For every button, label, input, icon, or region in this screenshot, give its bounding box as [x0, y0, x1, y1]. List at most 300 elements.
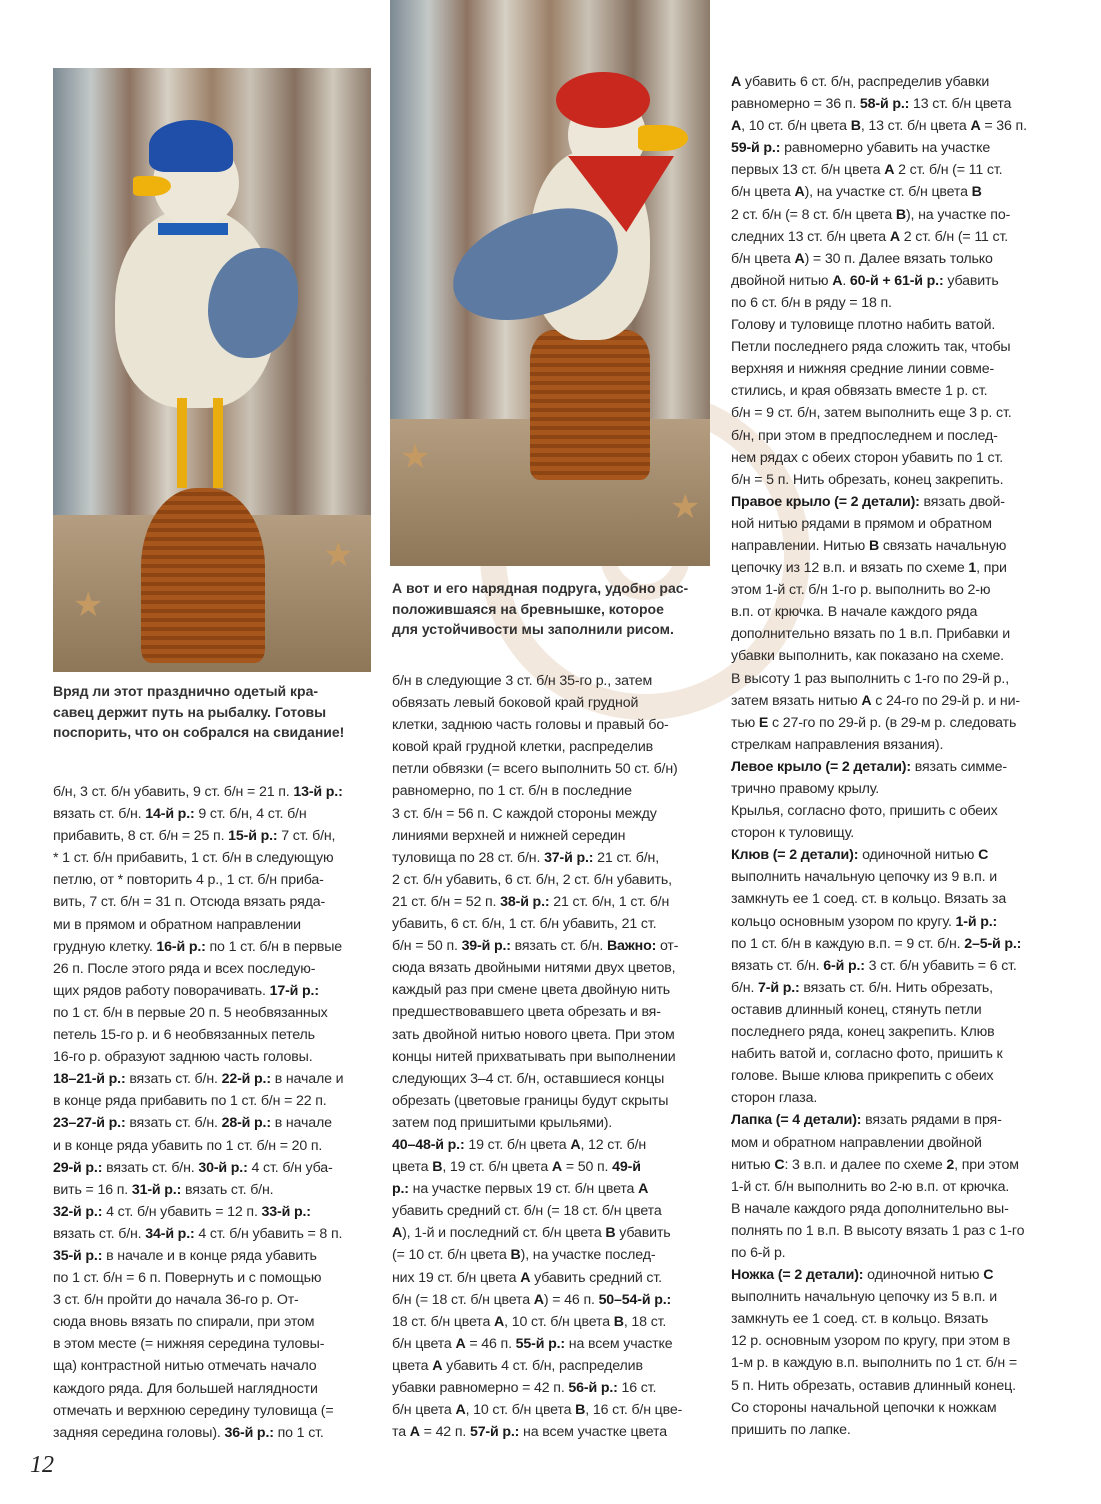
text-line	[731, 822, 1027, 844]
text-column-1	[53, 781, 343, 1444]
text-run: на участке первых 19 ст. б/н цвета	[408, 1181, 639, 1198]
text-run: туловища по 28 ст. б/н.	[392, 849, 545, 866]
text-line	[731, 1021, 1027, 1043]
text-run: убавки выполнить, как показано на схеме.	[731, 648, 1004, 665]
bold-run: C	[978, 847, 989, 864]
text-run: вязать ст. б/н.	[53, 806, 146, 823]
text-line	[731, 71, 1027, 93]
caption-left: Вряд ли этот празднично одетый кра- савец держит путь на рыбалку. Готовы поспорить, что он собрался на свидание!	[53, 683, 345, 740]
bold-run: C	[983, 1267, 994, 1284]
text-run: одиночной нитью	[858, 847, 979, 864]
bold-run: B	[850, 118, 861, 135]
text-run: замкнуть ее 1 соед. ст. в кольцо. Вязать	[731, 1311, 989, 1328]
text-run: в начале и в конце ряда убавить	[102, 1247, 317, 1264]
text-line	[731, 1043, 1027, 1065]
text-run: 2 ст. б/н (= 8 ст. б/н цвета	[731, 206, 896, 223]
text-run: в этом месте (= нижняя середина туловы-	[53, 1336, 325, 1353]
bold-run: 2	[946, 1156, 955, 1173]
bold-run: Клюв (= 2 детали):	[731, 847, 859, 864]
text-line	[731, 270, 1027, 292]
bold-run: A	[794, 250, 805, 267]
text-line	[53, 781, 343, 803]
text-run: на всем участке	[564, 1335, 673, 1352]
text-run: по 6-й р.	[731, 1244, 786, 1261]
text-line	[731, 1065, 1027, 1087]
bold-run: 28-й р.:	[221, 1115, 271, 1132]
text-run: В высоту 1 раз выполнить с 1-го по 29-й р.,	[731, 670, 1009, 687]
text-run: стрелкам направления вязания).	[731, 736, 944, 753]
text-run: убавить	[615, 1225, 671, 1242]
text-run: б/н цвета	[392, 1335, 456, 1352]
text-run: первых 13 ст. б/н цвета	[731, 162, 885, 179]
text-line	[53, 1311, 343, 1333]
text-line	[392, 935, 682, 957]
text-line	[53, 825, 343, 847]
bold-run: 56-й р.:	[568, 1380, 618, 1396]
text-line	[731, 756, 1027, 778]
text-run: оставив длинный конец, стянуть петли	[731, 1001, 982, 1018]
text-run: 3 ст. б/н = 56 п. С каждой стороны между	[392, 805, 657, 822]
text-run: цвета	[392, 1357, 433, 1374]
text-run: концы нитей прихватывать при выполнении	[392, 1048, 676, 1065]
text-line	[53, 1179, 343, 1201]
caption-middle: А вот и его нарядная подруга, удобно рас- положившаяся на бревнышке, которое для устойчивости мы заполнили рисом.	[392, 580, 689, 637]
text-run: В начале каждого ряда дополнительно вы-	[731, 1200, 1009, 1217]
text-run: цвета	[392, 1159, 433, 1176]
bold-run: B	[510, 1247, 521, 1264]
text-run: , 13 ст. б/н цвета	[860, 118, 971, 135]
text-run: обвязать левый боковой край грудной	[392, 695, 639, 712]
text-run: 3 ст. б/н пройти до начала 36-го р. От-	[53, 1292, 299, 1309]
text-line	[53, 1046, 343, 1068]
bold-run: B	[605, 1225, 616, 1242]
bold-run: A	[551, 1159, 563, 1176]
text-line	[731, 1220, 1027, 1242]
text-run: сторон к туловищу.	[731, 825, 855, 842]
text-run: в начале и	[270, 1071, 344, 1088]
text-run: петель 15-го р. и 6 необвязанных петель	[53, 1027, 315, 1044]
text-run: 4 ст. б/н убавить = 12 п.	[102, 1203, 262, 1220]
text-run: голове. Выше клюва прикрепить с обеих	[731, 1068, 994, 1085]
text-run: Петли последнего ряда сложить так, чтобы	[731, 339, 1011, 356]
text-run: б/н = 5 п. Нить обрезать, конец закрепить.	[731, 471, 1004, 488]
text-run: пришить по лапке.	[731, 1421, 851, 1438]
text-run: цепочку из 12 в.п. и вязать по схеме	[731, 560, 969, 577]
bold-run: 17-й р.:	[269, 982, 319, 999]
text-line	[731, 690, 1027, 712]
bold-run: 40–48-й р.:	[392, 1136, 465, 1153]
text-run: ной нитью рядами в прямом и обратном	[731, 515, 992, 532]
text-line	[731, 1242, 1027, 1264]
text-run: на всем участке цвета	[519, 1424, 667, 1441]
text-run: , 18 ст.	[623, 1313, 667, 1330]
text-run: равномерно = 36 п.	[731, 96, 860, 113]
text-line	[731, 1132, 1027, 1154]
bold-run: B	[895, 206, 906, 223]
text-line	[731, 358, 1027, 380]
bold-run: E	[758, 714, 769, 731]
text-line	[731, 93, 1027, 115]
text-line	[731, 601, 1027, 623]
text-run: , при этом	[954, 1156, 1019, 1173]
text-run: тью	[731, 714, 759, 731]
bold-run: A	[533, 1291, 544, 1308]
bold-run: A	[889, 228, 900, 245]
text-line	[392, 1001, 682, 1023]
text-run: ), на участке послед-	[520, 1247, 656, 1264]
text-line	[53, 1289, 343, 1311]
text-run: 16 ст.	[617, 1380, 657, 1396]
text-line	[392, 1355, 682, 1377]
text-run: грудную клетку.	[53, 938, 157, 955]
text-run: б/н цвета	[392, 1402, 456, 1419]
bold-run: 14-й р.:	[145, 806, 195, 823]
text-run: сюда вновь вязать по спирали, при этом	[53, 1314, 315, 1331]
text-run: , 10 ст. б/н цвета	[741, 118, 851, 135]
text-run: ми в прямом и обратном направлении	[53, 916, 301, 933]
text-line	[731, 911, 1027, 933]
text-line	[731, 159, 1027, 181]
text-line	[731, 844, 1027, 866]
text-line	[731, 1264, 1027, 1286]
text-run: 19 ст. б/н цвета	[464, 1136, 571, 1153]
text-run: б/н (= 18 ст. б/н цвета	[392, 1291, 534, 1308]
bold-run: A	[409, 1424, 420, 1441]
text-line	[392, 670, 682, 692]
bold-run: 60-й + 61-й р.:	[849, 272, 944, 289]
text-run: замкнуть ее 1 соед. ст. в кольцо. Вязать за	[731, 891, 1007, 908]
text-line	[731, 115, 1027, 137]
text-line	[392, 1311, 682, 1333]
text-line	[731, 1397, 1027, 1419]
text-line	[731, 955, 1027, 977]
bold-run: 1-й р.:	[955, 913, 998, 930]
text-run: равномерно, по 1 ст. б/н в последние	[392, 783, 632, 800]
text-line	[731, 1308, 1027, 1330]
text-line	[731, 579, 1027, 601]
text-run: кольцо основным узором по кругу.	[731, 913, 956, 930]
text-run: , 10 ст. б/н цвета	[504, 1313, 614, 1330]
text-line	[392, 1289, 682, 1311]
text-run: 2 ст. б/н (= 11 ст.	[899, 228, 1009, 245]
text-run: равномерно убавить на участке	[780, 140, 991, 157]
bold-run: A	[861, 692, 872, 709]
text-run: б/н.	[731, 979, 759, 996]
text-run: = 50 п.	[562, 1159, 613, 1176]
bold-run: 13-й р.:	[293, 784, 343, 800]
text-run: стились, и края обвязать вместе 1 р. ст.	[731, 383, 988, 400]
page-number: 12	[30, 1452, 54, 1478]
text-run: следующих 3–4 ст. б/н, оставшиеся концы	[392, 1070, 665, 1087]
bold-run: Лапка (= 4 детали):	[731, 1112, 862, 1129]
text-run: ) = 30 п. Далее вязать только	[804, 250, 993, 267]
text-run: , 12 ст. б/н	[580, 1136, 647, 1153]
text-line	[731, 645, 1027, 667]
bold-run: р.:	[392, 1181, 409, 1198]
text-run: щих рядов работу поворачивать.	[53, 982, 270, 999]
bold-run: A	[794, 184, 805, 201]
text-line	[392, 803, 682, 825]
bold-run: 30-й р.:	[198, 1159, 248, 1176]
text-run: 4 ст. б/н уба-	[247, 1159, 333, 1176]
text-run: , 10 ст. б/н цвета	[465, 1402, 576, 1419]
bold-run: A	[455, 1402, 466, 1419]
text-run: (= 10 ст. б/н цвета	[392, 1247, 511, 1264]
text-run: убавить, 6 ст. б/н, 1 ст. б/н убавить, 21 ст.	[392, 916, 657, 933]
text-run: = 36 п.	[980, 118, 1027, 135]
text-line	[392, 1024, 682, 1046]
text-run: б/н цвета	[731, 184, 795, 201]
text-line	[392, 891, 682, 913]
text-run: : 3 в.п. и далее по схеме	[784, 1156, 947, 1173]
bold-run: 34-й р.:	[145, 1225, 195, 1242]
photo-seagull-blue-hat: ★ ★	[53, 68, 371, 672]
text-line	[731, 535, 1027, 557]
text-run: , 19 ст. б/н цвета	[442, 1159, 552, 1176]
text-line	[731, 314, 1027, 336]
text-line	[731, 1087, 1027, 1109]
text-run: зать двойной нитью нового цвета. При этом	[392, 1026, 675, 1043]
text-line	[392, 1222, 682, 1244]
text-line	[731, 336, 1027, 358]
text-line	[392, 979, 682, 1001]
bold-run: A	[970, 118, 981, 135]
text-line	[731, 447, 1027, 469]
bold-run: 1	[968, 560, 977, 577]
text-line	[53, 1068, 343, 1090]
bold-run: Важно:	[606, 938, 657, 955]
text-line	[731, 977, 1027, 999]
text-run: двойной нитью	[731, 272, 833, 289]
text-run: вязать ст. б/н.	[53, 1225, 146, 1242]
text-run: прибавить, 8 ст. б/н = 25 п.	[53, 828, 229, 845]
text-line	[392, 714, 682, 736]
text-run: нем рядах с обеих сторон убавить по 1 ст.	[731, 449, 1004, 466]
text-run: вязать ст. б/н.	[510, 938, 607, 955]
text-line	[392, 825, 682, 847]
text-column-3	[731, 71, 1027, 1441]
text-run: этом 1-й ст. б/н 1-го р. выполнить во 2-ю	[731, 582, 991, 599]
text-run: в конце ряда прибавить по 1 ст. б/н = 22 п.	[53, 1093, 327, 1110]
text-run: , при	[976, 560, 1007, 577]
text-line	[731, 513, 1027, 535]
text-run: ), 1-й и последний ст. б/н цвета	[402, 1225, 606, 1242]
bold-run: 32-й р.:	[53, 1203, 103, 1220]
text-line	[731, 888, 1027, 910]
bold-run: 23–27-й р.:	[53, 1115, 126, 1132]
text-line	[53, 1135, 343, 1157]
text-run: б/н, при этом в предпоследнем и послед-	[731, 427, 998, 444]
text-run: 1-й ст. б/н выполнить во 2-ю в.п. от крючка.	[731, 1178, 1010, 1195]
bold-run: A	[520, 1269, 531, 1286]
text-run: вязать ст. б/н.	[102, 1159, 199, 1176]
text-run: ), на участке по-	[905, 206, 1011, 223]
text-line	[392, 736, 682, 758]
bold-run: 29-й р.:	[53, 1159, 103, 1176]
text-line	[731, 1330, 1027, 1352]
text-line	[392, 1200, 682, 1222]
text-run: вить, 7 ст. б/н = 31 п. Отсюда вязать ряда-	[53, 894, 326, 911]
text-run: 5 п. Нить обрезать, оставив длинный конец.	[731, 1377, 1016, 1394]
text-run: 21 ст. б/н, 1 ст. б/н	[549, 893, 670, 910]
text-run: по 6 ст. б/н в ряду = 18 п.	[731, 294, 892, 311]
text-line	[53, 847, 343, 869]
text-run: по 1 ст. б/н в первые 20 п. 5 необвязанных	[53, 1004, 328, 1021]
text-run: вязать ст. б/н.	[125, 1071, 222, 1088]
text-line	[392, 1267, 682, 1289]
text-line	[392, 1134, 682, 1156]
text-line	[731, 292, 1027, 314]
text-run: полнять по 1 в.п. В высоту вязать 1 раз с 1-го	[731, 1222, 1025, 1239]
text-run: верхняя и нижняя средние линии совме-	[731, 361, 995, 378]
text-run: выполнить начальную цепочку из 5 в.п. и	[731, 1289, 997, 1306]
text-run: , 16 ст. б/н цве-	[585, 1402, 683, 1419]
text-run: убавить средний ст.	[530, 1269, 662, 1286]
text-line	[392, 1068, 682, 1090]
text-line	[53, 1157, 343, 1179]
text-run: Голову и туловище плотно набить ватой.	[731, 317, 996, 334]
bold-run: 55-й р.:	[515, 1335, 565, 1352]
bold-run: 18–21-й р.:	[53, 1071, 126, 1088]
text-run: ковой край грудной клетки, распределив	[392, 739, 653, 756]
text-run: следних 13 ст. б/н цвета	[731, 228, 890, 245]
text-run: затем под пришитыми крыльями).	[392, 1114, 613, 1131]
bold-run: 33-й р.:	[261, 1203, 311, 1220]
bold-run: A	[570, 1136, 581, 1153]
bold-run: 38-й р.:	[500, 893, 550, 910]
bold-run: 7-й р.:	[758, 979, 800, 996]
text-line	[53, 958, 343, 980]
text-line	[53, 1378, 343, 1400]
text-line	[731, 668, 1027, 690]
text-run: по 1 ст. б/н в первые	[205, 938, 343, 955]
bold-run: 16-й р.:	[156, 938, 206, 955]
text-run: убавить	[943, 272, 999, 289]
text-line	[731, 712, 1027, 734]
text-line	[731, 380, 1027, 402]
text-run: б/н, 3 ст. б/н убавить, 9 ст. б/н = 21 п.	[53, 784, 294, 800]
text-line	[731, 1154, 1027, 1176]
text-line	[731, 778, 1027, 800]
text-line	[731, 999, 1027, 1021]
text-line	[53, 1355, 343, 1377]
text-run: сторон глаза.	[731, 1090, 818, 1107]
text-run: 12 р. основным узором по кругу, при этом в	[731, 1333, 1011, 1350]
text-line	[731, 181, 1027, 203]
bold-run: 59-й р.:	[731, 140, 781, 157]
bold-run: 31-й р.:	[131, 1181, 182, 1198]
bold-run: A	[884, 162, 895, 179]
text-line	[53, 914, 343, 936]
text-run: клетки, заднюю часть головы и правый бо-	[392, 717, 669, 734]
text-line	[53, 869, 343, 891]
bold-run: 50–54-й р.:	[598, 1291, 672, 1308]
bold-run: 36-й р.:	[224, 1424, 274, 1441]
text-run: нитью	[731, 1156, 775, 1173]
text-line	[53, 1245, 343, 1267]
text-line	[731, 1176, 1027, 1198]
text-line	[731, 204, 1027, 226]
text-run: вязать ст. б/н.	[181, 1181, 274, 1198]
text-line	[731, 1286, 1027, 1308]
text-run: б/н = 9 ст. б/н, затем выполнить еще 3 р. ст.	[731, 405, 1012, 422]
text-line	[53, 1090, 343, 1112]
text-line	[53, 1024, 343, 1046]
bold-run: B	[868, 537, 880, 554]
text-line	[392, 913, 682, 935]
text-line	[392, 1090, 682, 1112]
bold-run: 39-й р.:	[461, 938, 511, 955]
bold-run: 57-й р.:	[469, 1424, 520, 1441]
text-run: петли обвязки (= всего выполнить 50 ст. б/н)	[392, 761, 678, 778]
bold-run: A	[392, 1225, 403, 1242]
text-line	[53, 1112, 343, 1134]
text-line	[731, 866, 1027, 888]
text-run: вязать рядами в пря-	[861, 1112, 1002, 1129]
text-line	[53, 1422, 343, 1444]
text-line	[392, 957, 682, 979]
bold-run: 15-й р.:	[228, 828, 278, 845]
text-run: вить = 16 п.	[53, 1181, 132, 1198]
text-line	[731, 1419, 1027, 1441]
text-run: = 42 п.	[419, 1424, 470, 1441]
text-line	[53, 1333, 343, 1355]
text-line	[392, 758, 682, 780]
text-run: в начале	[270, 1115, 332, 1132]
text-run: = 46 п.	[465, 1335, 516, 1352]
text-run: по 1 ст. б/н в каждую в.п. = 9 ст. б/н.	[731, 935, 965, 952]
text-line	[53, 1002, 343, 1024]
text-run: от-	[656, 938, 679, 955]
text-run: одиночной нитью	[863, 1267, 984, 1284]
text-run: отмечать и верхнюю середину туловища (=	[53, 1402, 334, 1419]
text-run: убавить 6 ст. б/н, распределив убавки	[741, 74, 990, 90]
text-run: б/н в следующие 3 ст. б/н 35-го р., затем	[392, 673, 653, 689]
bold-run: A	[455, 1335, 466, 1352]
text-line	[731, 623, 1027, 645]
text-run: и в конце ряда убавить по 1 ст. б/н = 20 п.	[53, 1137, 323, 1154]
text-run: 9 ст. б/н, 4 ст. б/н	[194, 806, 307, 823]
text-line	[731, 1198, 1027, 1220]
text-run: убавить средний ст. б/н (= 18 ст. б/н цвета	[392, 1203, 662, 1220]
text-run: каждого ряда. Для большей наглядности	[53, 1380, 318, 1397]
text-run: них 19 ст. б/н цвета	[392, 1269, 521, 1286]
text-line	[392, 1178, 682, 1200]
text-line	[392, 847, 682, 869]
text-run: по 1 ст.	[273, 1424, 324, 1441]
text-line	[392, 1244, 682, 1266]
text-run: Со стороны начальной цепочки к ножкам	[731, 1399, 997, 1416]
bold-run: C	[774, 1156, 785, 1173]
bold-run: A	[731, 74, 742, 90]
text-line	[53, 1201, 343, 1223]
text-run: предшествовавшего цвета обрезать и вя-	[392, 1004, 661, 1021]
text-run: с 24-го по 29-й р. и ни-	[871, 692, 1020, 709]
text-run: 13 ст. б/н цвета	[909, 96, 1012, 113]
bold-run: A	[494, 1313, 505, 1330]
text-line	[392, 1399, 682, 1421]
text-run: 18 ст. б/н цвета	[392, 1313, 495, 1330]
bold-run: Левое крыло (= 2 детали):	[731, 758, 911, 775]
text-run: вязать ст. б/н.	[125, 1115, 222, 1132]
bold-run: B	[432, 1159, 443, 1176]
bold-run: A	[638, 1181, 649, 1198]
text-run: затем вязать нитью	[731, 692, 862, 709]
text-run: убавить 4 ст. б/н, распределив	[442, 1357, 643, 1374]
text-line	[731, 800, 1027, 822]
text-line	[392, 780, 682, 802]
bold-run: Ножка (= 2 детали):	[731, 1267, 864, 1284]
